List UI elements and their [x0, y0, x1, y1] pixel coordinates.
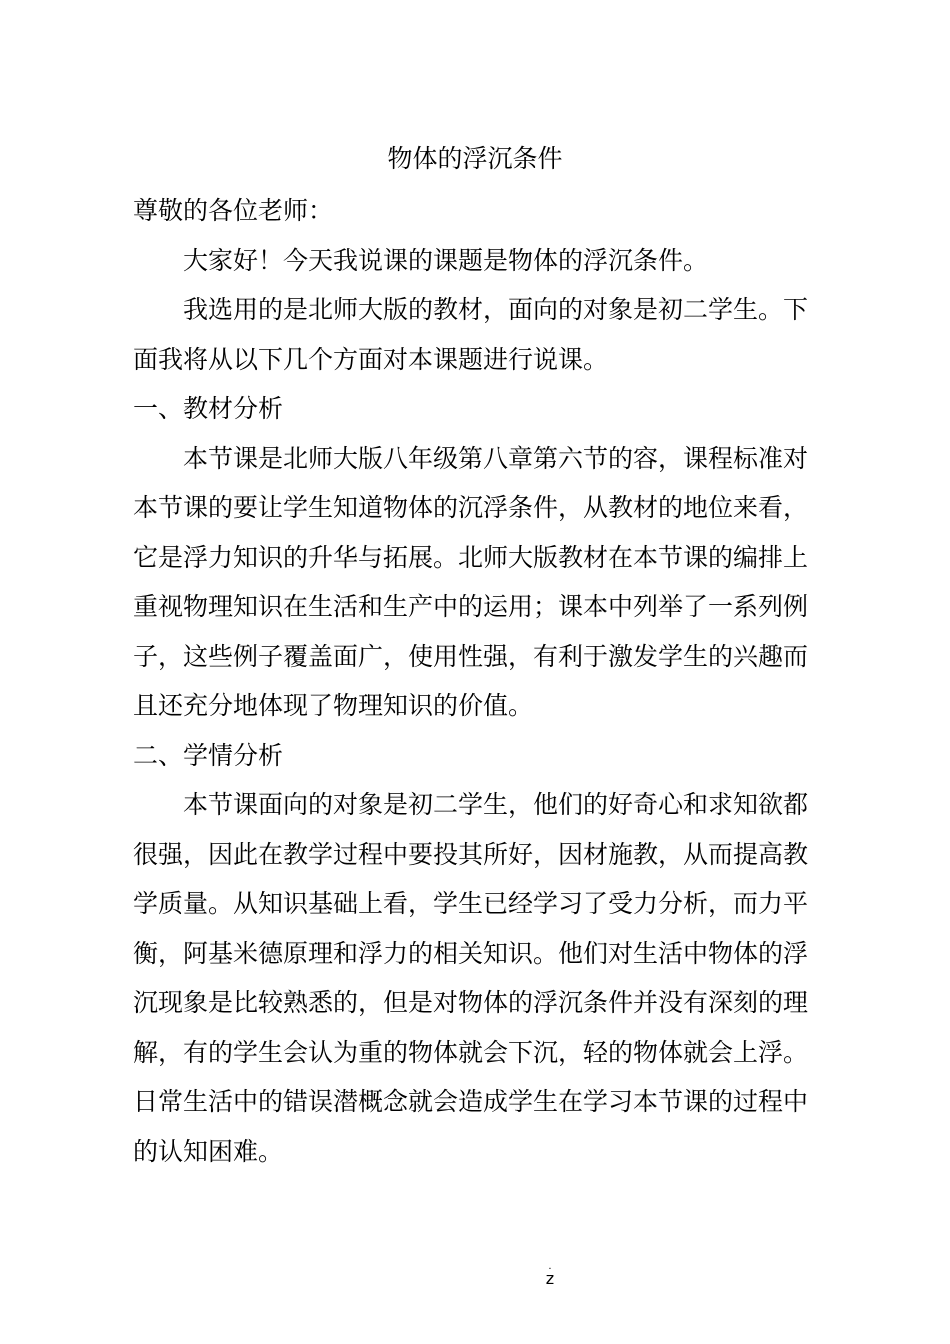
paragraph-line: 衡，阿基米德原理和浮力的相关知识。他们对生活中物体的浮 [133, 938, 809, 968]
paragraph-line: 的认知困难。 [133, 1136, 284, 1166]
paragraph-line: 大家好！今天我说课的课题是物体的浮沉条件。 [183, 245, 709, 275]
section-heading: 二、学情分析 [133, 740, 284, 770]
page-footer [540, 1261, 560, 1288]
paragraph-line: 且还充分地体现了物理知识的价值。 [133, 691, 534, 720]
page-mark: z [545, 1269, 555, 1288]
paragraph-line: 重视物理知识在生活和生产中的运用；课本中列举了一系列例 [133, 592, 809, 621]
greeting-line: 尊敬的各位老师： [133, 196, 334, 225]
paragraph-line: 学质量。从知识基础上看，学生已经学习了受力分析，而力平 [133, 889, 809, 918]
document-title: 物体的浮沉条件 [387, 144, 563, 173]
paragraph-line: 日常生活中的错误潜概念就会造成学生在学习本节课的过程中 [133, 1087, 809, 1116]
section-heading: 一、教材分析 [133, 394, 284, 423]
paragraph-line: 面我将从以下几个方面对本课题进行说课。 [133, 344, 609, 374]
paragraph-line: 我选用的是北师大版的教材，面向的对象是初二学生。下 [183, 295, 809, 324]
paragraph-line: 本节课的要让学生知道物体的沉浮条件，从教材的地位来看， [133, 493, 809, 522]
footer-dot: . [548, 1261, 552, 1272]
paragraph-line: 沉现象是比较熟悉的，但是对物体的浮沉条件并没有深刻的理 [133, 988, 809, 1017]
paragraph-line: 本节课是北师大版八年级第八章第六节的容，课程标准对 [183, 443, 809, 473]
paragraph-line: 很强，因此在教学过程中要投其所好，因材施教，从而提高教 [133, 839, 809, 869]
document-body [133, 186, 829, 1176]
paragraph-line: 解，有的学生会认为重的物体就会下沉，轻的物体就会上浮。 [133, 1037, 809, 1067]
paragraph-line: 子，这些例子覆盖面广，使用性强，有利于激发学生的兴趣而 [133, 641, 809, 671]
paragraph-line: 它是浮力知识的升华与拓展。北师大版教材在本节课的编排上 [133, 542, 809, 572]
paragraph-line: 本节课面向的对象是初二学生，他们的好奇心和求知欲都 [183, 790, 809, 819]
